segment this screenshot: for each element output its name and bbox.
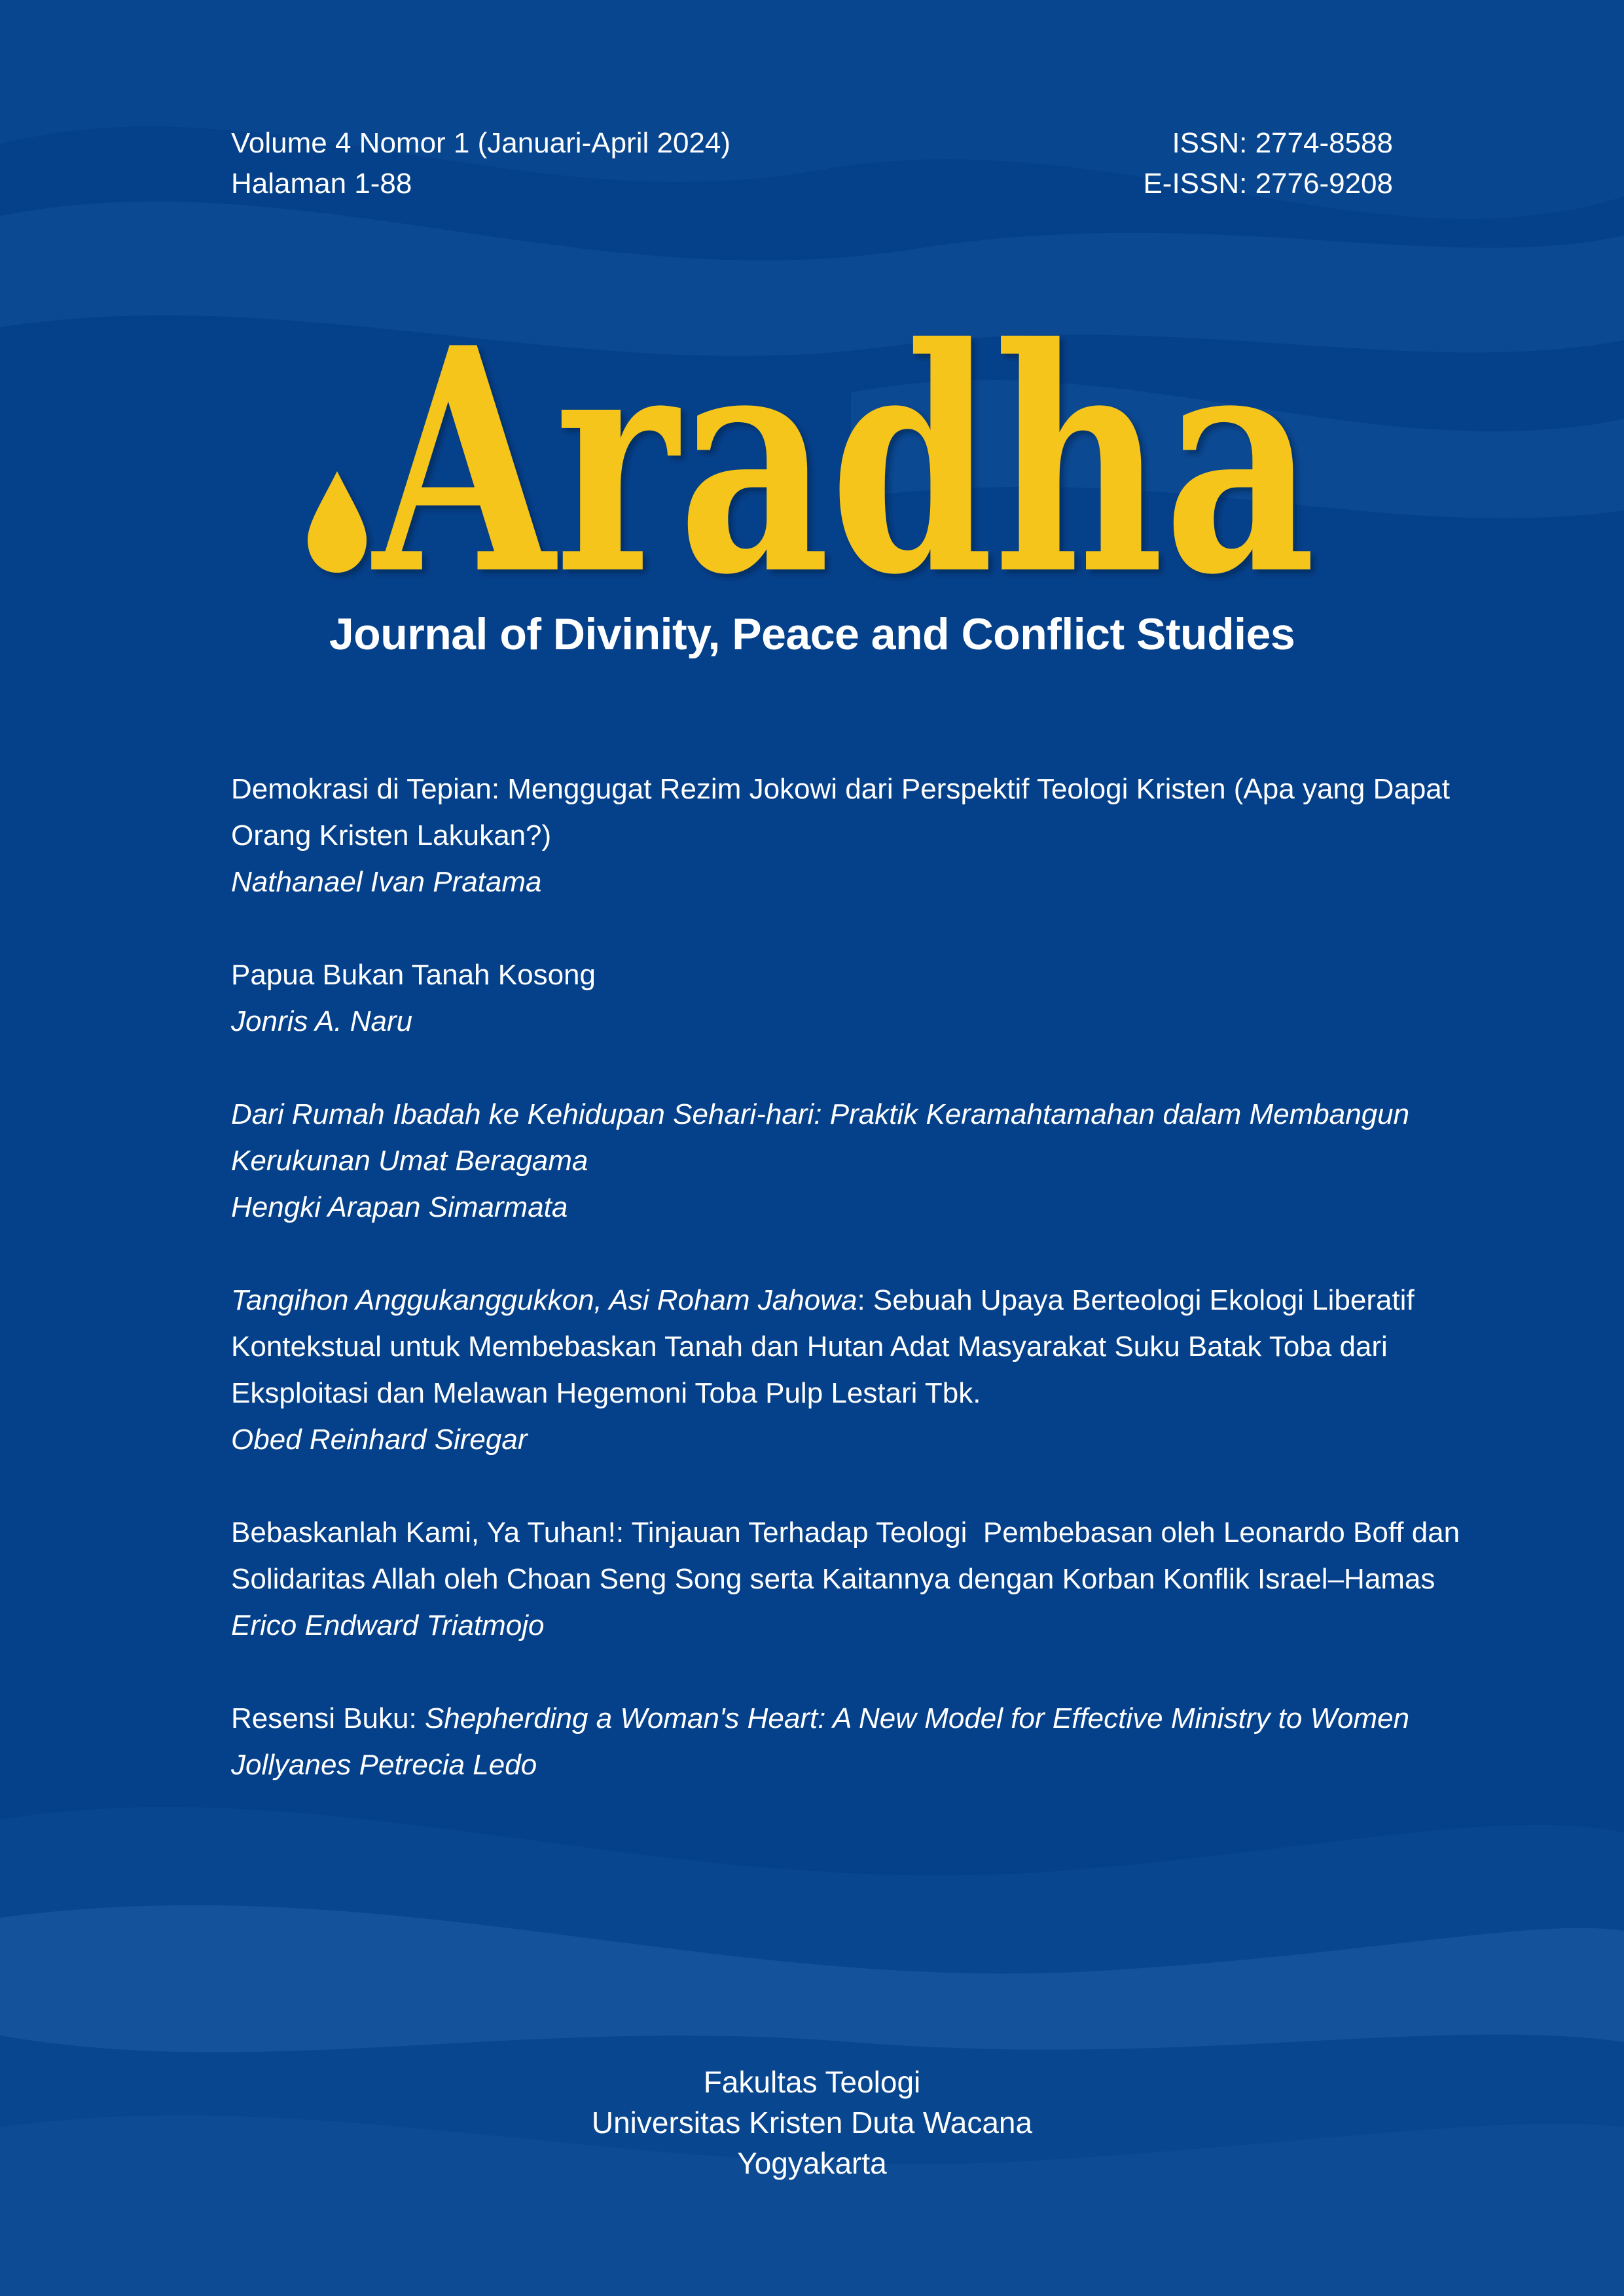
article-title-line: [231, 1695, 1501, 1742]
article-author: Nathanael Ivan Pratama: [231, 866, 542, 898]
table-of-contents: [231, 766, 1501, 1835]
volume-label: Volume 4 Nomor 1 (Januari-April 2024): [231, 127, 731, 159]
article-author: Hengki Arapan Simarmata: [231, 1191, 568, 1223]
article-author: Erico Endward Triatmojo: [231, 1609, 545, 1641]
faculty-label: Fakultas Teologi: [703, 2065, 921, 2099]
article-title-line: Bebaskanlah Kami, Ya Tuhan!: Tinjauan Terhadap Teologi Pembebasan oleh Leonardo Boff dan: [231, 1516, 1460, 1549]
issn-info: [1143, 123, 1393, 204]
article-title-line: Demokrasi di Tepian: Menggugat Rezim Jokowi dari Perspektif Teologi Kristen (Apa yang Dapat: [231, 773, 1450, 805]
article-item: [231, 1695, 1501, 1788]
journal-subtitle: Journal of Divinity, Peace and Conflict Studies: [329, 609, 1295, 659]
article-author: Jonris A. Naru: [231, 1005, 413, 1037]
issn-label: ISSN: 2774-8588: [1172, 127, 1393, 159]
article-title-line: Solidaritas Allah oleh Choan Seng Song serta Kaitannya dengan Korban Konflik Israel–Hamas: [231, 1563, 1435, 1595]
logo-drop-icon: [308, 471, 367, 573]
book-title: Shepherding a Woman's Heart: A New Model for Effective Ministry to Women: [424, 1702, 1410, 1734]
review-prefix: Resensi Buku:: [231, 1702, 425, 1734]
article-title-line: Kontekstual untuk Membebaskan Tanah dan Hutan Adat Masyarakat Suku Batak Toba dari: [231, 1331, 1388, 1363]
article-item: [231, 1277, 1501, 1463]
article-author: Jollyanes Petrecia Ledo: [231, 1749, 537, 1781]
university-label: Universitas Kristen Duta Wacana: [591, 2106, 1033, 2140]
article-item: [231, 952, 1501, 1045]
article-item: [231, 766, 1501, 905]
pages-label: Halaman 1-88: [231, 168, 412, 200]
article-title-line: Papua Bukan Tanah Kosong: [231, 959, 596, 991]
article-title-line: [231, 1277, 1501, 1323]
journal-logo: [301, 308, 1335, 583]
article-title-rest: : Sebuah Upaya Berteologi Ekologi Liberatif: [857, 1284, 1415, 1316]
article-title-italic: Tangihon Anggukanggukkon, Asi Roham Jahowa: [231, 1284, 857, 1316]
logo-wordmark: Aradha: [369, 308, 1316, 583]
article-title-line: Dari Rumah Ibadah ke Kehidupan Sehari-hari: Praktik Keramahtamahan dalam Membangun: [231, 1098, 1410, 1130]
article-item: [231, 1091, 1501, 1230]
issue-info: [231, 123, 731, 204]
article-author: Obed Reinhard Siregar: [231, 1424, 528, 1456]
article-title-line: Kerukunan Umat Beragama: [231, 1145, 588, 1177]
publisher-block: [0, 2062, 1624, 2183]
eissn-label: E-ISSN: 2776-9208: [1143, 168, 1393, 200]
article-item: [231, 1509, 1501, 1649]
city-label: Yogyakarta: [737, 2146, 887, 2180]
article-title-line: Eksploitasi dan Melawan Hegemoni Toba Pulp Lestari Tbk.: [231, 1377, 981, 1409]
article-title-line: Orang Kristen Lakukan?): [231, 819, 552, 852]
